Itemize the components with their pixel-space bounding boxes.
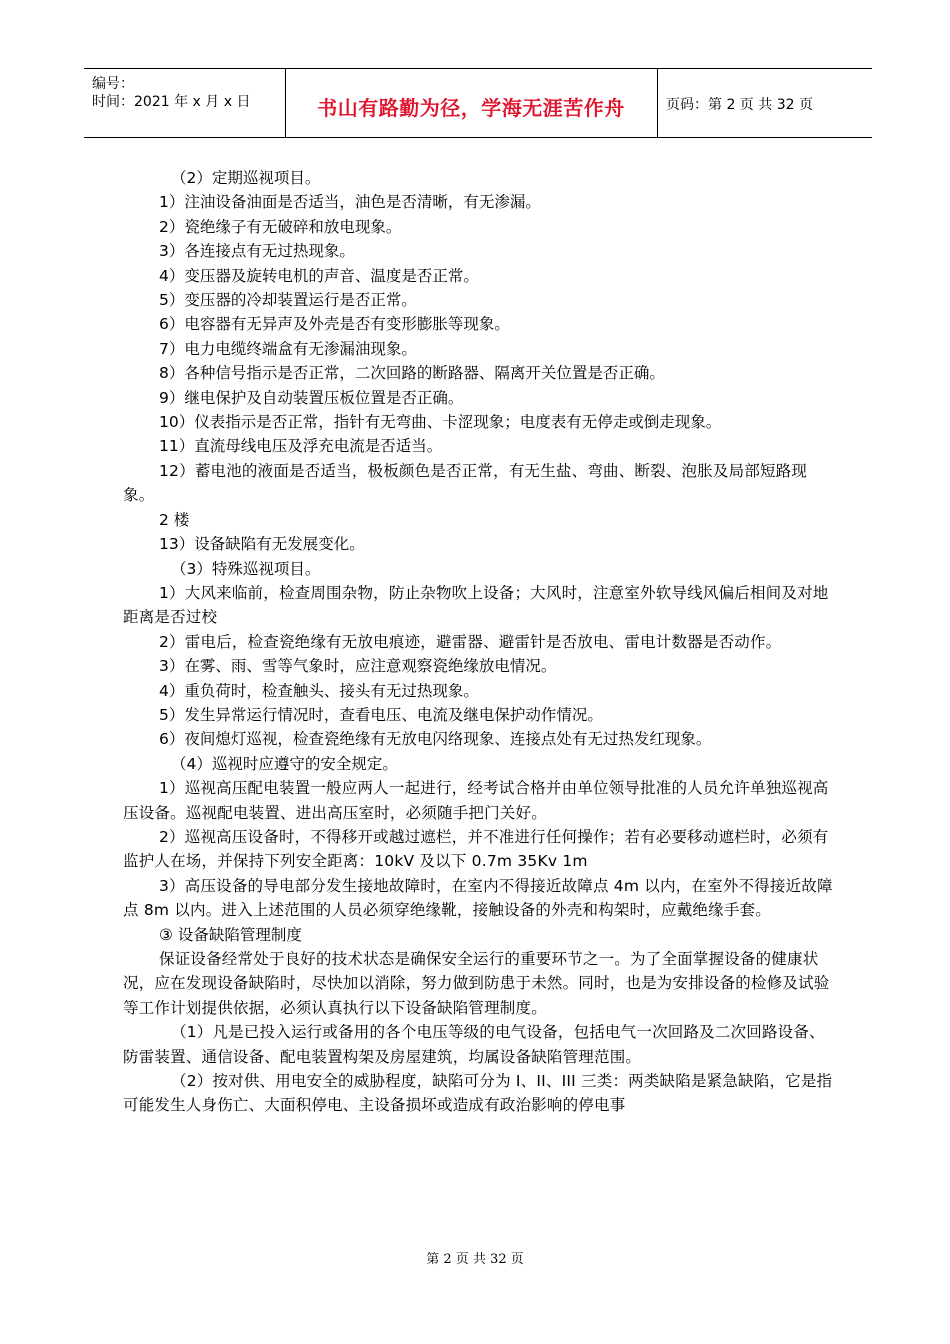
list-item: 9）继电保护及自动装置压板位置是否正确。 xyxy=(159,388,464,407)
document-body xyxy=(123,166,835,1118)
section-heading: （3）特殊巡视项目。 xyxy=(171,559,321,578)
list-item: 5）发生异常运行情况时，查看电压、电流及继电保护动作情况。 xyxy=(159,705,603,724)
list-item: （2）按对供、用电安全的威胁程度，缺陷可分为 I、II、III 三类：两类缺陷是紧急缺陷，它是指可能发生人身伤亡、大面积停电、主设备损坏或造成有政治影响的停电事 xyxy=(123,1072,833,1115)
list-item: 5）变压器的冷却装置运行是否正常。 xyxy=(159,291,417,310)
list-item: 3）在雾、雨、雪等气象时，应注意观察瓷绝缘放电情况。 xyxy=(159,657,557,676)
page-header xyxy=(84,68,872,138)
list-item: 1）巡视高压配电装置一般应两人一起进行，经考试合格并由单位领导批准的人员允许单独巡视高压设备。巡视配电装置、进出高压室时，必须随手把门关好。 xyxy=(123,779,829,822)
list-item: （1）凡是已投入运行或备用的各个电压等级的电气设备，包括电气一次回路及二次回路设备、防雷装置、通信设备、配电装置构架及房屋建筑，均属设备缺陷管理范围。 xyxy=(123,1023,825,1066)
list-item: 8）各种信号指示是否正常，二次回路的断路器、隔离开关位置是否正确。 xyxy=(159,364,665,383)
list-item: 1）注油设备油面是否适当，油色是否清晰，有无渗漏。 xyxy=(159,193,541,212)
list-item: 4）变压器及旋转电机的声音、温度是否正常。 xyxy=(159,266,479,285)
body-paragraph: 保证设备经常处于良好的技术状态是确保安全运行的重要环节之一。为了全面掌握设备的健康状况，应在发现设备缺陷时，尽快加以消除，努力做到防患于未然。同时，也是为安排设备的检修及试验等工作计划提供依据，必须认真执行以下设备缺陷管理制度。 xyxy=(123,950,830,1017)
list-item: 12）蓄电池的液面是否适当，极板颜色是否正常，有无生盐、弯曲、断裂、泡胀及局部短路现象。 xyxy=(123,461,808,505)
list-item: 6）电容器有无异声及外壳是否有变形膨胀等现象。 xyxy=(159,315,510,334)
list-item: 7）电力电缆终端盒有无渗漏油现象。 xyxy=(159,339,417,358)
section-heading: （4）巡视时应遵守的安全规定。 xyxy=(171,754,398,773)
list-item: 6）夜间熄灯巡视，检查瓷绝缘有无放电闪络现象、连接点处有无过热发红现象。 xyxy=(159,730,712,749)
list-item: 2）雷电后，检查瓷绝缘有无放电痕迹，避雷器、避雷针是否放电、雷电计数器是否动作。 xyxy=(159,632,782,651)
list-item: 4）重负荷时，检查触头、接头有无过热现象。 xyxy=(159,681,479,700)
header-motto: 书山有路勤为径，学海无涯苦作舟 xyxy=(317,96,625,120)
document-date: 时间：2021 年 x 月 x 日 xyxy=(92,94,251,110)
document-number-label: 编号： xyxy=(92,76,134,92)
page-footer: 第 2 页 共 32 页 xyxy=(426,1252,524,1267)
list-item: 1）大风来临前，检查周围杂物，防止杂物吹上设备；大风时，注意室外软导线风偏后相间及对地距离是否过校 xyxy=(123,583,829,627)
list-item: 3）高压设备的导电部分发生接地故障时，在室内不得接近故障点 4m 以内，在室外不得接近故障点 8m 以内。进入上述范围的人员必须穿绝缘靴，接触设备的外壳和构架时，应戴绝缘手套。 xyxy=(123,876,833,920)
list-item: 3）各连接点有无过热现象。 xyxy=(159,242,355,261)
body-text: 2 楼 xyxy=(159,510,190,529)
section-heading: ③ 设备缺陷管理制度 xyxy=(159,925,302,944)
list-item: 13）设备缺陷有无发展变化。 xyxy=(159,535,365,554)
list-item: 10）仪表指示是否正常，指针有无弯曲、卡涩现象；电度表有无停走或倒走现象。 xyxy=(159,413,722,432)
header-meta xyxy=(84,69,285,137)
header-divider xyxy=(657,69,658,137)
header-page-info: 页码：第 2 页 共 32 页 xyxy=(666,97,813,113)
list-item: 11）直流母线电压及浮充电流是否适当。 xyxy=(159,437,443,456)
section-heading: （2）定期巡视项目。 xyxy=(171,169,321,187)
list-item: 2）瓷绝缘子有无破碎和放电现象。 xyxy=(159,217,402,236)
list-item: 2）巡视高压设备时，不得移开或越过遮栏，并不准进行任何操作；若有必要移动遮栏时，必须有监护人在场，并保持下列安全距离：10kV 及以下 0.7m 35Kv 1m xyxy=(123,827,829,871)
